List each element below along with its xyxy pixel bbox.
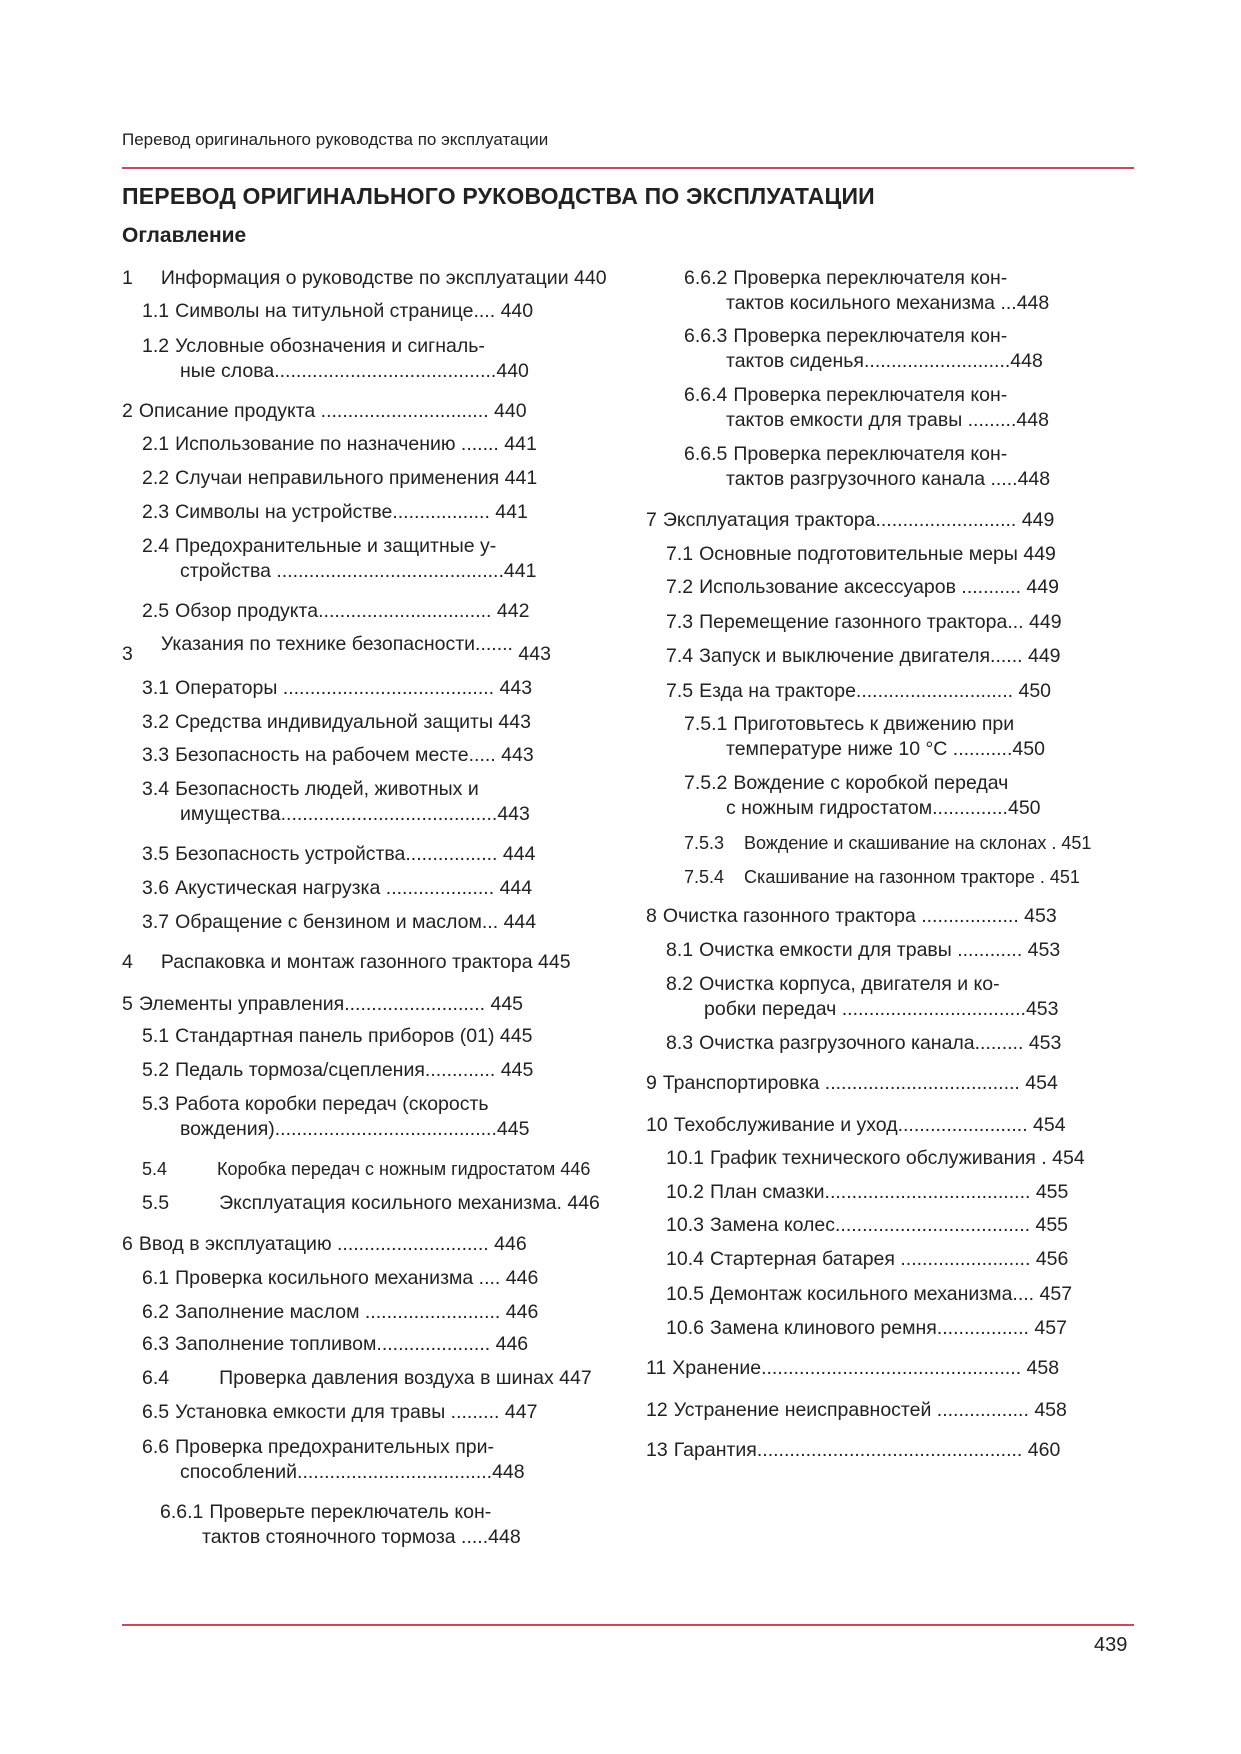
toc-entry-title: Использование аксессуаров ........... [699,576,1021,598]
toc-entry[interactable] [684,771,1041,821]
toc-entry-number: 7.5.3 [684,833,725,853]
toc-entry-number: 1.2 [142,335,170,357]
toc-entry-title: Эксплуатация косильного механизма. [219,1192,562,1214]
toc-entry-page: 447 [504,1401,538,1423]
toc-entry-number: 7 [646,509,657,531]
toc-entry-page: 441 [504,433,537,455]
toc-entry-page: 449 [1021,509,1055,531]
toc-entry-number: 8.3 [666,1032,694,1054]
toc-entry-title: Обзор продукта................................ [175,600,492,622]
toc-entry-page: 453 [1028,1032,1062,1054]
toc-entry-number: 2.4 [142,535,170,557]
toc-entry-number: 7.5.4 [684,867,725,887]
toc-entry-title: Безопасность людей, животных и [175,778,479,800]
toc-entry-number: 10.5 [666,1283,704,1305]
toc-entry-title: Установка емкости для травы ......... [175,1401,500,1423]
toc-entry[interactable] [122,632,551,665]
toc-entry-title: Проверка переключателя кон- [733,267,1008,289]
document-title: ПЕРЕВОД ОРИГИНАЛЬНОГО РУКОВОДСТВА ПО ЭКСПЛУАТАЦИИ [122,183,875,209]
toc-entry[interactable] [142,910,536,935]
toc-entry[interactable] [142,1400,537,1425]
toc-entry-page: 444 [499,877,533,899]
toc-entry-number: 2.1 [142,433,170,455]
toc-entry-title: Проверка косильного механизма .... [175,1267,501,1289]
toc-entry-number: 5.3 [142,1093,170,1115]
toc-entry-page: 444 [503,911,537,933]
toc-entry[interactable] [646,1356,1059,1381]
toc-entry[interactable] [646,1438,1060,1463]
toc-entry-title: Работа коробки передач (скорость [175,1093,489,1115]
toc-entry-number: 7.4 [666,645,694,667]
toc-entry-page: 451 [1049,867,1080,887]
toc-entry-page: 444 [502,843,536,865]
toc-entry-page: 453 [1024,905,1057,927]
toc-entry-title: Элементы управления.......................... [138,993,486,1015]
toc-entry-number: 7.1 [666,543,694,565]
toc-entry-title: Случаи неправильного применения [175,467,500,489]
toc-entry[interactable] [684,712,1045,762]
toc-entry[interactable] [142,334,529,384]
toc-entry-page: 450 [1018,680,1052,702]
toc-entry[interactable] [122,950,571,975]
toc-entry-number: 5.1 [142,1025,170,1047]
toc-entry-title: Символы на устройстве.................. [175,501,490,523]
toc-entry[interactable] [142,710,531,735]
toc-entry-number: 6.6.4 [684,384,728,406]
toc-entry-page: 449 [1026,576,1059,598]
toc-entry[interactable] [142,676,532,701]
toc-entry-number: 5.4 [142,1159,168,1179]
toc-entry-page: 448 [1016,292,1050,314]
toc-entry-page: 458 [1034,1399,1067,1421]
toc-entry-page: 455 [1035,1214,1069,1236]
toc-entry-number: 1.1 [142,300,170,322]
toc-entry-page: 448 [1010,350,1043,372]
toc-entry-page: 443 [499,677,533,699]
toc-entry-page: 441 [503,560,537,582]
toc-entry-number: 10.6 [666,1317,704,1339]
toc-entry-page: 446 [494,1233,527,1255]
toc-entry[interactable] [646,508,1054,533]
toc-entry[interactable] [142,1332,528,1357]
toc-entry[interactable] [142,432,537,457]
toc-entry-page: 440 [496,360,529,382]
toc-entry[interactable] [666,575,1059,600]
toc-entry-title: Транспортировка .................................... [662,1072,1020,1094]
toc-entry[interactable] [142,1024,532,1049]
toc-entry-number: 6.6.5 [684,443,728,465]
toc-entry[interactable] [666,1316,1067,1341]
toc-entry-title: Стандартная панель приборов (01) [175,1025,495,1047]
toc-entry-page: 446 [560,1159,591,1179]
toc-entry-page: 454 [1025,1072,1058,1094]
toc-entry-number: 7.5.2 [684,772,728,794]
toc-entry-number: 6.2 [142,1301,170,1323]
toc-entry-number: 2.2 [142,467,170,489]
toc-entry-number: 6.6.1 [160,1501,204,1523]
toc-entry-number: 6.6 [142,1436,170,1458]
toc-entry-number: 11 [646,1357,667,1379]
toc-entry-title: Использование по назначению ....... [175,433,499,455]
toc-entry-title: Проверка давления воздуха в шинах [219,1367,554,1389]
toc-entry-number: 6.3 [142,1333,170,1355]
toc-entry[interactable] [666,1031,1061,1056]
toc-entry[interactable] [666,542,1056,567]
toc-entry-title: Очистка газонного трактора .................. [662,905,1019,927]
toc-entry-number: 2 [122,400,133,422]
toc-entry[interactable] [684,865,1080,890]
page-number: 439 [1094,1634,1128,1656]
toc-entry[interactable] [142,1266,538,1291]
toc-entry-title: Езда на тракторе............................. [699,680,1014,702]
toc-entry-title-continued: способлений.................................... [180,1461,493,1483]
toc-entry[interactable] [684,324,1043,374]
toc-entry-number: 6.6.3 [684,325,728,347]
toc-entry-page: 457 [1034,1317,1067,1339]
toc-entry[interactable] [684,383,1049,433]
toc-entry[interactable] [646,1113,1066,1138]
toc-entry-title-continued: робки передач .................................. [704,998,1026,1020]
toc-entry-page: 449 [1023,543,1056,565]
toc-entry-title-continued: имущества........................................ [180,803,498,825]
toc-entry[interactable] [122,266,607,291]
toc-entry-title: Проверьте переключатель кон- [209,1501,492,1523]
toc-entry-title: Условные обозначения и сигналь- [175,335,485,357]
toc-entry[interactable] [142,1366,592,1391]
toc-entry-number: 12 [646,1399,668,1421]
toc-entry-title: Вождение и скашивание на склонах . [744,833,1057,853]
toc-entry-number: 9 [646,1072,657,1094]
toc-entry-page: 460 [1027,1439,1061,1461]
toc-entry[interactable] [142,876,532,901]
toc-entry-number: 3 [122,643,133,665]
toc-entry-page: 455 [1035,1181,1069,1203]
toc-entry-title: Безопасность устройства................. [175,843,498,865]
toc-entry[interactable] [666,1146,1085,1171]
toc-entry-title: План смазки...................................... [709,1181,1031,1203]
toc-entry[interactable] [142,777,530,827]
toc-entry-page: 440 [574,267,607,289]
toc-entry-page: 443 [518,643,551,665]
toc-entry[interactable] [684,266,1049,316]
toc-entry-number: 10.3 [666,1214,704,1236]
toc-entry-title-continued: тактов емкости для травы ......... [726,409,1017,431]
toc-entry-number: 3.6 [142,877,170,899]
toc-entry-page: 449 [1027,645,1061,667]
toc-entry-title: Замена клинового ремня................. [709,1317,1029,1339]
toc-entry-number: 2.3 [142,501,170,523]
toc-entry-page: 441 [504,467,538,489]
toc-entry-title: Проверка переключателя кон- [733,443,1008,465]
toc-entry-title: Описание продукта ............................... [138,400,489,422]
toc-entry-page: 450 [1007,797,1041,819]
toc-entry-title: Информация о руководстве по эксплуатации [160,267,569,289]
toc-entry-title: Основные подготовительные меры [699,543,1018,565]
header-divider [122,167,1134,169]
toc-entry[interactable] [666,610,1062,635]
toc-entry-title: Проверка переключателя кон- [733,325,1008,347]
toc-entry-title: Педаль тормоза/сцепления............. [175,1059,496,1081]
toc-entry[interactable] [142,534,536,584]
toc-entry-title-continued: стройства .......................................... [180,560,504,582]
toc-entry-page: 443 [501,744,534,766]
toc-entry-title: Вождение с коробкой передач [733,772,1009,794]
toc-entry-page: 443 [497,803,530,825]
toc-entry-title: Гарантия................................................. [673,1439,1023,1461]
toc-entry[interactable] [666,1180,1068,1205]
toc-entry-title: Заполнение маслом ......................... [175,1301,501,1323]
toc-entry-number: 1 [122,267,133,289]
toc-entry-title: Проверка переключателя кон- [733,384,1008,406]
toc-entry-number: 3.1 [142,677,170,699]
toc-entry[interactable] [142,599,529,624]
toc-entry-title: Очистка корпуса, двигателя и ко- [699,973,1000,995]
toc-entry-title: Распаковка и монтаж газонного трактора [160,951,533,973]
toc-entry[interactable] [142,299,533,324]
toc-entry-page: 453 [1025,998,1059,1020]
toc-entry-page: 440 [500,300,534,322]
toc-entry-page: 446 [495,1333,529,1355]
toc-heading: Оглавление [122,224,247,247]
toc-entry[interactable] [666,972,1059,1022]
toc-entry[interactable] [160,1500,521,1550]
toc-entry-title-continued: температуре ниже 10 °C ........... [726,738,1013,760]
toc-entry-number: 6.5 [142,1401,170,1423]
toc-entry-page: 451 [1061,833,1092,853]
toc-entry-title: Предохранительные и защитные у- [175,535,497,557]
toc-entry-title: График технического обслуживания . [709,1147,1047,1169]
toc-entry-number: 3.7 [142,911,170,933]
toc-entry-title-continued: вождения)......................................... [180,1118,497,1140]
toc-entry[interactable] [122,1232,527,1257]
toc-entry-page: 447 [559,1367,592,1389]
toc-entry-page: 458 [1026,1357,1060,1379]
toc-entry-title-continued: тактов разгрузочного канала ..... [726,468,1018,490]
toc-entry-page: 457 [1039,1283,1073,1305]
toc-entry[interactable] [684,831,1091,856]
toc-entry[interactable] [142,1435,525,1485]
toc-entry-title: Очистка емкости для травы ............ [699,939,1023,961]
toc-entry-title: Указания по технике безопасности....... [160,633,513,655]
toc-entry-number: 7.3 [666,611,694,633]
toc-entry-page: 453 [1027,939,1061,961]
toc-entry-page: 442 [496,600,530,622]
toc-entry-title: Операторы ....................................... [175,677,495,699]
toc-entry-page: 445 [499,1025,533,1047]
toc-entry[interactable] [666,938,1060,963]
toc-entry[interactable] [122,992,523,1017]
toc-entry-title: Перемещение газонного трактора... [699,611,1024,633]
toc-entry[interactable] [142,1157,590,1182]
toc-entry[interactable] [666,679,1051,704]
toc-entry[interactable] [646,1398,1067,1423]
toc-entry-title-continued: тактов сиденья........................... [726,350,1011,372]
toc-entry-title-continued: тактов косильного механизма ... [726,292,1017,314]
toc-entry-title-continued: ные слова......................................... [180,360,497,382]
toc-entry-title: Демонтаж косильного механизма.... [709,1283,1035,1305]
toc-entry[interactable] [646,904,1057,929]
toc-entry-page: 446 [505,1267,539,1289]
toc-entry[interactable] [142,1300,538,1325]
toc-entry-page: 448 [1017,468,1051,490]
toc-entry-page: 445 [496,1118,530,1140]
toc-entry[interactable] [666,1213,1068,1238]
toc-entry[interactable] [142,842,535,867]
toc-entry-number: 5 [122,993,133,1015]
toc-entry[interactable] [142,1092,529,1142]
toc-entry-title: Эксплуатация трактора.......................... [662,509,1017,531]
toc-entry-page: 445 [490,993,524,1015]
toc-entry-title: Обращение с бензином и маслом... [175,911,499,933]
toc-entry-number: 8 [646,905,657,927]
toc-entry-number: 7.2 [666,576,694,598]
toc-entry-number: 7.5 [666,680,694,702]
toc-entry[interactable] [142,1058,533,1083]
toc-entry-title: Символы на титульной странице.... [175,300,496,322]
toc-entry[interactable] [142,743,534,768]
toc-entry-number: 8.2 [666,973,694,995]
toc-entry[interactable] [142,1191,600,1216]
toc-entry[interactable] [142,466,537,491]
toc-entry-title: Скашивание на газонном тракторе . [744,867,1045,887]
toc-entry-title-continued: с ножным гидростатом.............. [726,797,1008,819]
toc-entry[interactable] [122,399,527,424]
toc-entry-page: 450 [1012,738,1045,760]
toc-entry[interactable] [684,442,1050,492]
toc-entry[interactable] [666,644,1061,669]
toc-entry-number: 10.1 [666,1147,704,1169]
toc-entry-page: 456 [1035,1248,1069,1270]
toc-entry-title: Устранение неисправностей ................. [673,1399,1029,1421]
toc-entry-number: 6.4 [142,1367,170,1389]
toc-entry-title: Очистка разгрузочного канала......... [699,1032,1024,1054]
toc-entry-title: Замена колес.................................... [709,1214,1031,1236]
toc-entry-page: 449 [1029,611,1062,633]
toc-entry-number: 2.5 [142,600,170,622]
toc-entry-title: Ввод в эксплуатацию ............................ [138,1233,489,1255]
toc-entry-number: 10.2 [666,1181,704,1203]
toc-entry-number: 13 [646,1439,668,1461]
toc-entry-title: Акустическая нагрузка .................... [175,877,495,899]
toc-entry-page: 454 [1033,1114,1066,1136]
toc-entry-page: 441 [495,501,528,523]
toc-entry-number: 8.1 [666,939,694,961]
toc-entry-number: 10 [646,1114,668,1136]
toc-entry-page: 448 [488,1526,521,1548]
toc-entry-page: 446 [567,1192,600,1214]
toc-entry-page: 440 [494,400,527,422]
toc-entry-page: 448 [492,1461,525,1483]
toc-entry-number: 3.2 [142,711,170,733]
toc-entry-number: 3.3 [142,744,170,766]
toc-entry-title: Приготовьтесь к движению при [733,713,1015,735]
toc-entry-number: 6 [122,1233,133,1255]
toc-entry-number: 10.4 [666,1248,704,1270]
toc-entry-page: 443 [498,711,531,733]
toc-entry-number: 3.5 [142,843,170,865]
footer-divider [122,1624,1134,1626]
toc-entry-page: 445 [500,1059,534,1081]
toc-entry[interactable] [666,1282,1072,1307]
toc-entry-title: Запуск и выключение двигателя...... [699,645,1023,667]
toc-entry-title: Заполнение топливом..................... [175,1333,491,1355]
toc-entry-title: Техобслуживание и уход........................ [673,1114,1028,1136]
toc-entry-number: 3.4 [142,778,170,800]
toc-entry-number: 6.6.2 [684,267,728,289]
toc-entry[interactable] [666,1247,1068,1272]
toc-entry-page: 454 [1052,1147,1085,1169]
toc-entry-number: 5.5 [142,1192,170,1214]
toc-entry-title: Стартерная батарея ........................ [709,1248,1031,1270]
toc-entry-number: 6.1 [142,1267,170,1289]
toc-entry-title: Хранение................................................ [672,1357,1022,1379]
toc-entry-number: 4 [122,951,133,973]
toc-entry-title: Коробка передач с ножным гидростатом [217,1159,556,1179]
toc-entry-page: 446 [505,1301,539,1323]
toc-entry[interactable] [142,500,528,525]
toc-entry-number: 5.2 [142,1059,170,1081]
toc-entry-page: 445 [538,951,571,973]
toc-entry-title: Безопасность на рабочем месте..... [175,744,496,766]
toc-entry[interactable] [646,1071,1058,1096]
toc-entry-title: Проверка предохранительных при- [175,1436,494,1458]
toc-entry-number: 7.5.1 [684,713,728,735]
toc-entry-title: Средства индивидуальной защиты [175,711,493,733]
running-header: Перевод оригинального руководства по эксплуатации [122,130,549,149]
toc-entry-page: 448 [1016,409,1049,431]
toc-entry-title-continued: тактов стояночного тормоза ..... [202,1526,489,1548]
